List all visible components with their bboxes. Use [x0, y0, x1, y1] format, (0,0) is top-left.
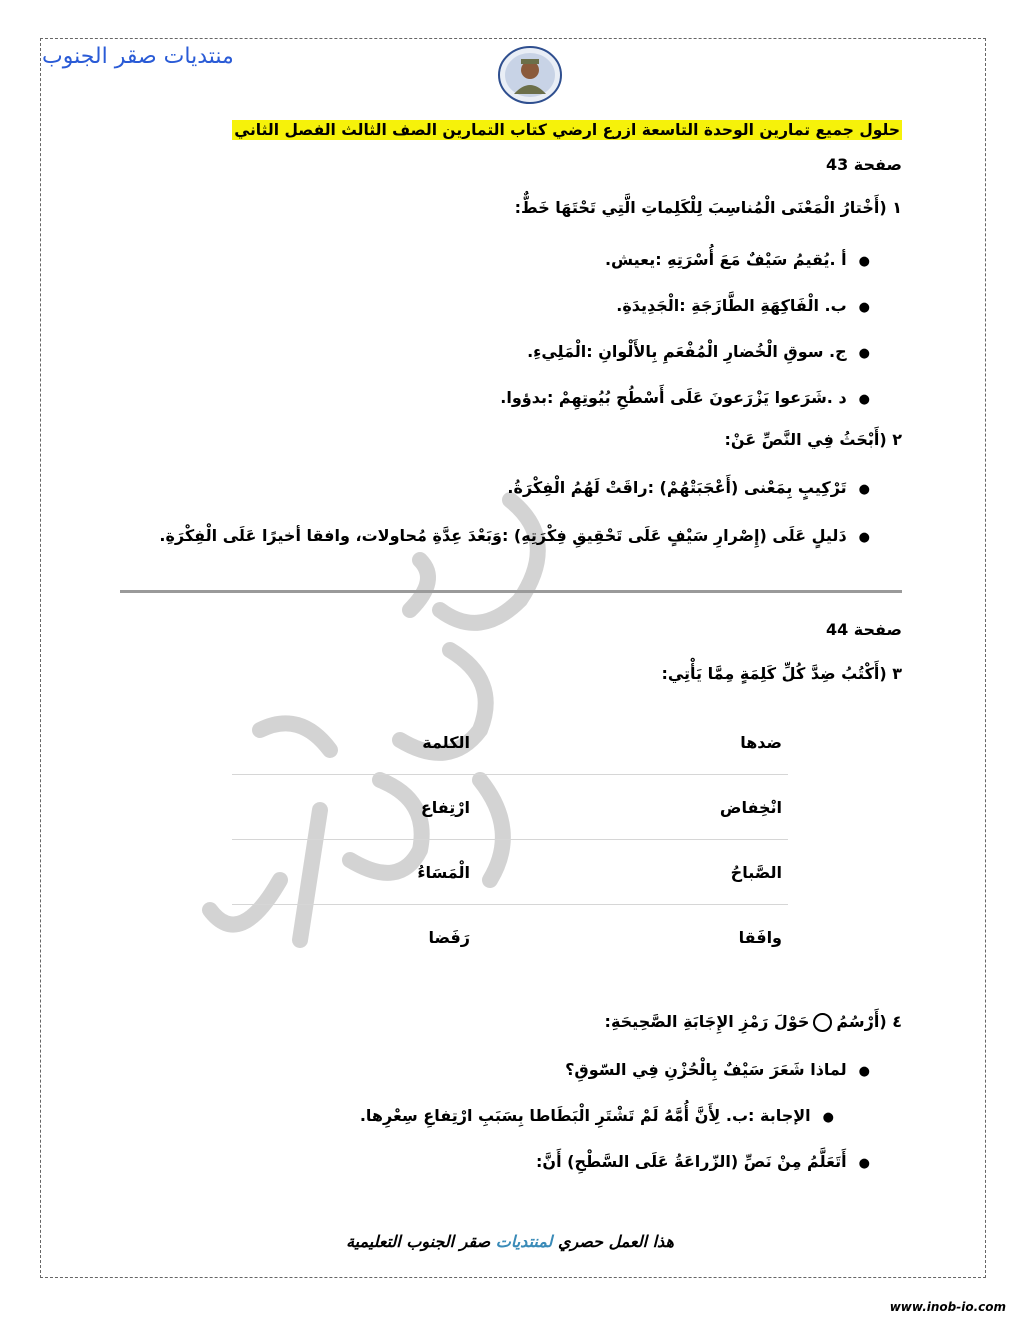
table-row [232, 775, 788, 840]
opposite-cell: وافَقا [476, 905, 788, 970]
bullet-icon: ● [858, 254, 870, 269]
column-header-word: الكلمة [422, 732, 470, 752]
bullet-icon: ● [858, 1156, 870, 1171]
table-row [232, 840, 788, 905]
word-cell: ارْتِفاع [232, 775, 476, 840]
opposite-cell: الصَّباحُ [476, 840, 788, 905]
section-divider [120, 590, 902, 593]
footer-url: www.inob-io.com [889, 1300, 1006, 1314]
q4-answer: ●الإجابة :ب. لِأَنَّ أُمَّهُ لَمْ تَشْتَرِ الْبَطَاطا بِسَبَبِ ارْتِفاعِ سِعْرِها. [359, 1106, 834, 1125]
site-name: منتديات صقر الجنوب [42, 44, 234, 69]
bullet-icon: ● [822, 1110, 834, 1125]
word-cell: الْمَسَاءُ [232, 840, 476, 905]
question-1-heading: ١ (أَخْتارُ الْمَعْنَى الْمُناسِبَ لِلْكَلِماتِ الَّتِي تَحْتَهَا خَطٌّ: [514, 198, 902, 217]
bullet-icon: ● [858, 392, 870, 407]
column-header-opposite: ضدها [740, 732, 782, 752]
page-43-heading: صفحة 43 [825, 155, 902, 174]
q2-item: ●تَرْكِيبٍ بِمَعْنى (أَعْجَبَتْهُمْ) :راقَتْ لَهُمُ الْفِكْرَةُ. [507, 478, 870, 497]
opposites-table [232, 710, 788, 969]
bullet-icon: ● [858, 346, 870, 361]
word-cell: رَفَضا [232, 905, 476, 970]
q1-item: ●أ .يُقيمُ سَيْفٌ مَعَ أُسْرَتِهِ :يعيش. [604, 250, 870, 269]
q2-item: ●دَليلٍ عَلَى (إِصْرارِ سَيْفٍ عَلَى تَحْقِيقِ فِكْرَتِهِ) :وَبَعْدَ عِدَّةِ مُحاولات، وافقا أخيرًا عَلَى الْفِكْرَةِ. [159, 526, 870, 545]
q4-question: ●لماذا شَعَرَ سَيْفٌ بِالْحُزْنِ فِي السّوقِ؟ [565, 1060, 870, 1079]
question-3-heading: ٣ (أَكْتُبُ ضِدَّ كُلِّ كَلِمَةٍ مِمَّا يَأْتِي: [661, 664, 902, 683]
bullet-icon: ● [858, 1064, 870, 1079]
q1-item: ●د .شَرَعوا يَزْرَعونَ عَلَى أَسْطُحِ بُيُوتِهِمْ :بدؤوا. [500, 388, 870, 407]
q4-question: ●أَتَعَلَّمُ مِنْ نَصِّ (الزّراعَةُ عَلَى السَّطْحِ) أَنَّ: [536, 1152, 870, 1171]
question-4-heading: ٤ (أَرْسُمُحَوْلَ رَمْزِ الإِجَابَةِ الصَّحِيحَةِ: [604, 1012, 902, 1031]
page-44-heading: صفحة 44 [825, 620, 902, 639]
q1-item: ●ب. الْفَاكِهَةِ الطَّازَجَةِ :الْجَدِيدَةِ. [616, 296, 870, 315]
q1-item: ●ج. سوقِ الْخُضارِ الْمُفْعَمِ بِالأَلْوانِ :الْمَلِيءِ. [527, 342, 870, 361]
bullet-icon: ● [858, 482, 870, 497]
opposite-cell: انْخِفاض [476, 775, 788, 840]
footer-note: هذا العمل حصري لمنتديات صقر الجنوب التعليمية [346, 1232, 674, 1251]
forum-logo-icon [498, 46, 562, 104]
document-title: حلول جميع تمارين الوحدة التاسعة ازرع ارضي كتاب التمارين الصف الثالث الفصل الثاني [234, 121, 900, 139]
table-row [232, 905, 788, 970]
bullet-icon: ● [858, 530, 870, 545]
bullet-icon: ● [858, 300, 870, 315]
question-2-heading: ٢ (أَبْحَثُ فِي النَّصِّ عَنْ: [724, 430, 902, 449]
table-header-row [232, 710, 788, 775]
circle-icon [813, 1013, 832, 1032]
